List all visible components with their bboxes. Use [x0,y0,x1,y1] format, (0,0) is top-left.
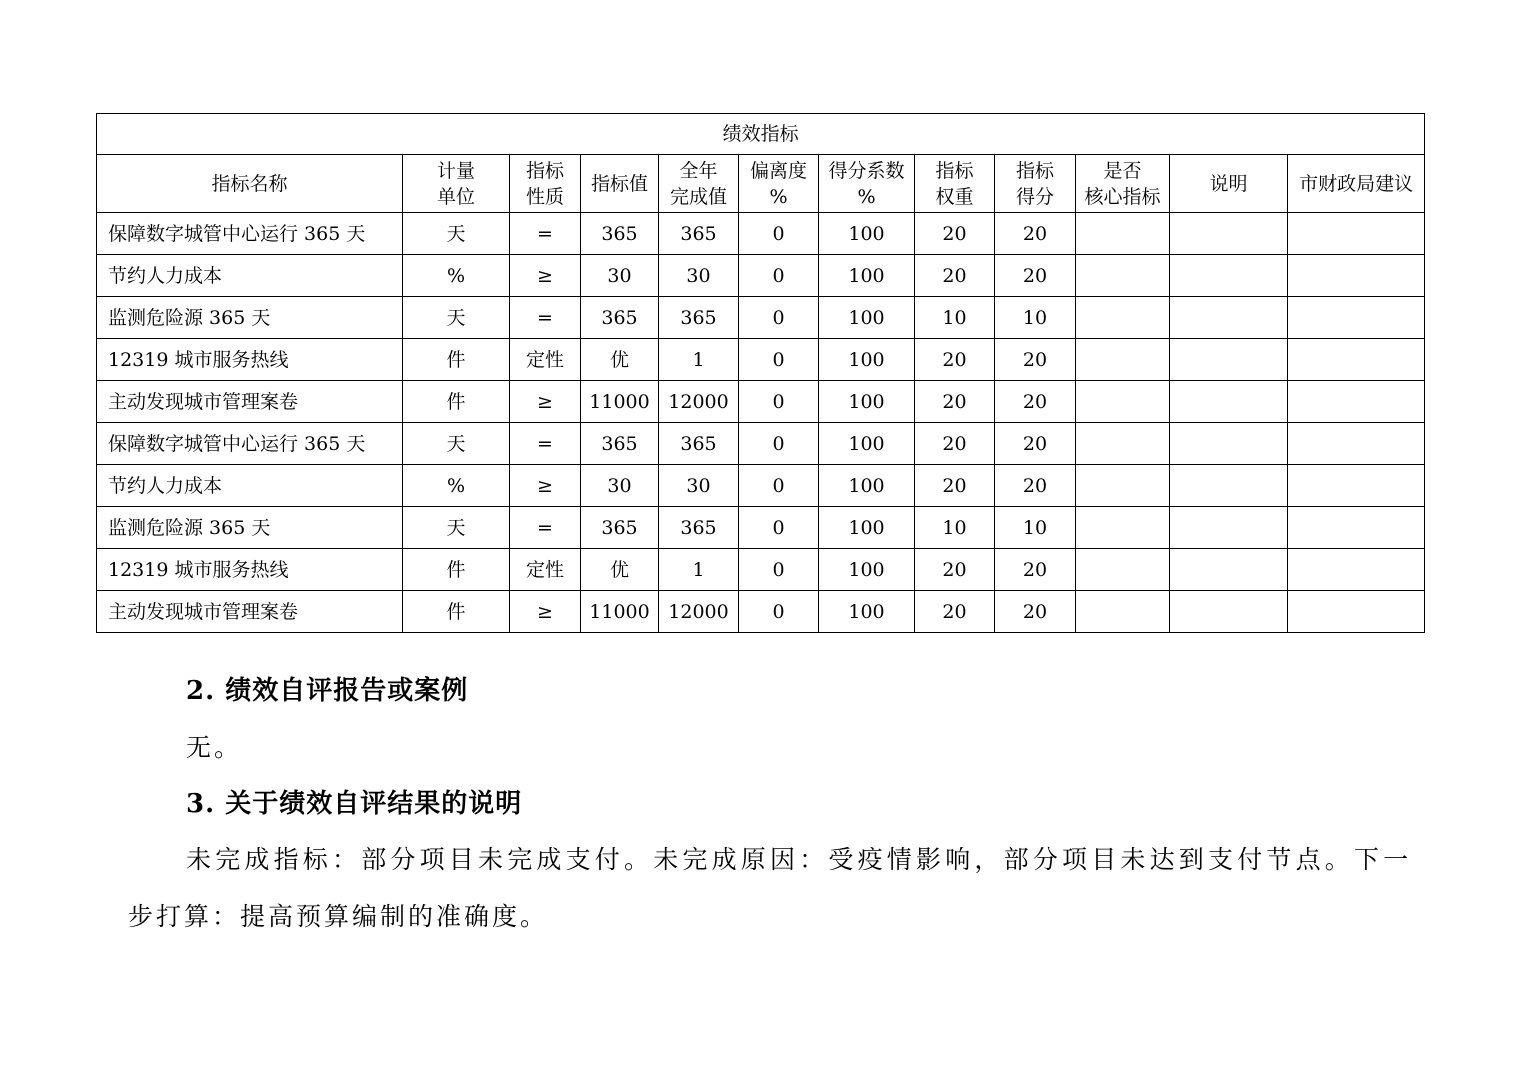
table-cell: 0 [739,213,819,255]
table-row [97,591,1425,633]
table-cell: 20 [995,339,1076,381]
table-cell: 定性 [510,339,581,381]
table-cell: 1 [659,339,739,381]
table-cell: 0 [739,423,819,465]
table-cell [1076,213,1170,255]
table-cell: 20 [995,255,1076,297]
column-header [659,155,739,213]
table-row [97,255,1425,297]
table-row [97,507,1425,549]
table-cell: ≥ [510,255,581,297]
column-header [403,155,510,213]
table-cell: 20 [915,465,995,507]
column-header [995,155,1076,213]
table-cell: 20 [915,339,995,381]
indicator-name-cell: 保障数字城管中心运行 365 天 [97,423,403,465]
table-cell: 30 [581,465,659,507]
section-3-body-line1: 未完成指标：部分项目未完成支付。未完成原因：受疫情影响，部分项目未达到支付节点。下一 [186,845,1413,874]
table-cell: 11000 [581,591,659,633]
table-cell [1076,423,1170,465]
table-cell [1288,255,1425,297]
indicator-name-cell: 监测危险源 365 天 [97,297,403,339]
table-row [97,339,1425,381]
table-cell: 100 [819,549,915,591]
column-header-text: 计量 [436,159,475,182]
section-3-body-line2: 步打算：提高预算编制的准确度。 [128,902,549,931]
column-header-text: 全年 [679,159,718,182]
table-cell: 优 [581,339,659,381]
column-header [581,155,659,213]
table-cell: 100 [819,255,915,297]
table-cell [1288,297,1425,339]
column-header-text: 得分 [1015,185,1054,208]
table-cell: 100 [819,507,915,549]
table-cell [1288,381,1425,423]
indicator-name-cell: 12319 城市服务热线 [97,339,403,381]
table-cell: 365 [581,297,659,339]
column-header-text: 指标 [935,159,974,182]
table-row [97,549,1425,591]
table-cell [1170,297,1288,339]
column-header [510,155,581,213]
table-cell: 20 [915,549,995,591]
table-cell: 20 [995,591,1076,633]
table-cell: % [403,255,510,297]
table-cell [1288,591,1425,633]
performance-indicator-table [96,113,1425,633]
table-cell [1170,381,1288,423]
table-header-row [97,155,1425,213]
table-cell: 件 [403,591,510,633]
table-cell: = [510,507,581,549]
table-cell: 30 [659,465,739,507]
column-header-text: 说明 [1209,172,1248,195]
table-title-row [97,114,1425,155]
table-cell: 0 [739,549,819,591]
table-cell: 0 [739,297,819,339]
table-cell: 11000 [581,381,659,423]
column-header [1076,155,1170,213]
table-cell: 20 [995,549,1076,591]
table-cell: 20 [915,255,995,297]
table-cell: ≥ [510,465,581,507]
table-body [97,213,1425,633]
table-cell: 365 [581,507,659,549]
table-cell: 0 [739,465,819,507]
table-cell: 30 [581,255,659,297]
table-cell: 20 [995,381,1076,423]
table-cell: 0 [739,255,819,297]
table-cell [1076,255,1170,297]
table-cell [1076,297,1170,339]
table-cell: 20 [915,423,995,465]
table-cell: 天 [403,507,510,549]
table-cell: 天 [403,423,510,465]
column-header [1288,155,1425,213]
indicator-name-cell: 节约人力成本 [97,465,403,507]
column-header [915,155,995,213]
table-cell: 365 [659,507,739,549]
table-cell [1076,381,1170,423]
table-cell: 定性 [510,549,581,591]
table-cell: 20 [995,213,1076,255]
indicator-name-cell: 主动发现城市管理案卷 [97,591,403,633]
table-cell: 100 [819,423,915,465]
table-cell [1288,465,1425,507]
section-2-title: 2. 绩效自评报告或案例 [186,676,469,706]
table-cell [1076,507,1170,549]
table-row [97,423,1425,465]
table-cell: 100 [819,381,915,423]
indicator-name-cell: 节约人力成本 [97,255,403,297]
table-cell: 100 [819,339,915,381]
section-3-title: 3. 关于绩效自评结果的说明 [186,789,523,819]
indicator-name-cell: 12319 城市服务热线 [97,549,403,591]
table-cell: % [403,465,510,507]
table-cell [1288,213,1425,255]
table-cell: = [510,423,581,465]
table-cell: 10 [915,297,995,339]
table-cell [1288,507,1425,549]
column-header [819,155,915,213]
table-cell: ≥ [510,591,581,633]
table-cell: 20 [915,591,995,633]
table-cell: 365 [659,297,739,339]
table-cell: 365 [581,213,659,255]
indicator-name-cell: 保障数字城管中心运行 365 天 [97,213,403,255]
table-cell: 365 [659,423,739,465]
table-cell: 天 [403,297,510,339]
table-cell: 365 [581,423,659,465]
table-title: 绩效指标 [97,114,1425,155]
table-cell: 0 [739,339,819,381]
table-cell [1288,549,1425,591]
table-cell: 100 [819,297,915,339]
table-cell: 天 [403,213,510,255]
table-cell [1288,339,1425,381]
column-header-text: 核心指标 [1084,185,1161,208]
table-cell [1170,465,1288,507]
column-header-text: 市财政局建议 [1299,172,1414,195]
column-header [739,155,819,213]
table-cell: 10 [915,507,995,549]
column-header [97,155,403,213]
table-cell [1076,465,1170,507]
table-cell: 优 [581,549,659,591]
table-cell: 20 [995,423,1076,465]
table-cell: = [510,213,581,255]
table-row [97,297,1425,339]
table-cell: 100 [819,213,915,255]
table-cell [1288,423,1425,465]
table-cell: ≥ [510,381,581,423]
table-cell [1170,255,1288,297]
column-header-text: 偏离度 [749,159,807,182]
table-cell: 365 [659,213,739,255]
column-header-text: 指标值 [590,172,648,195]
table-row [97,381,1425,423]
column-header-text: 指标名称 [211,172,288,195]
table-cell [1170,507,1288,549]
table-cell: 20 [915,213,995,255]
column-header [1170,155,1288,213]
column-header-text: 是否 [1103,159,1142,182]
table-cell: 10 [995,297,1076,339]
table-cell [1076,339,1170,381]
table-cell: = [510,297,581,339]
table-cell: 10 [995,507,1076,549]
table-cell [1170,339,1288,381]
table-cell: 20 [915,381,995,423]
column-header-text: 完成值 [669,185,727,208]
table-cell [1170,423,1288,465]
indicator-name-cell: 监测危险源 365 天 [97,507,403,549]
table-cell: 100 [819,465,915,507]
column-header-text: 指标 [525,159,564,182]
column-header-text: % [769,185,788,208]
table-cell: 0 [739,381,819,423]
table-cell: 30 [659,255,739,297]
table-cell [1170,549,1288,591]
column-header-text: 得分系数 [828,159,905,182]
table-row [97,465,1425,507]
indicator-name-cell: 主动发现城市管理案卷 [97,381,403,423]
table-cell: 12000 [659,381,739,423]
table-cell: 件 [403,339,510,381]
table-cell [1170,213,1288,255]
column-header-text: 性质 [525,185,564,208]
table-cell: 0 [739,591,819,633]
table-cell: 20 [995,465,1076,507]
table-cell: 件 [403,549,510,591]
table-cell [1076,591,1170,633]
column-header-text: 权重 [935,185,974,208]
table-cell: 1 [659,549,739,591]
column-header-text: 单位 [436,185,475,208]
table-cell [1076,549,1170,591]
table-cell: 件 [403,381,510,423]
section-2-body: 无。 [186,733,243,762]
table-cell: 12000 [659,591,739,633]
table-row [97,213,1425,255]
table-cell [1170,591,1288,633]
column-header-text: % [857,185,876,208]
column-header-text: 指标 [1015,159,1054,182]
table-cell: 0 [739,507,819,549]
table-cell: 100 [819,591,915,633]
